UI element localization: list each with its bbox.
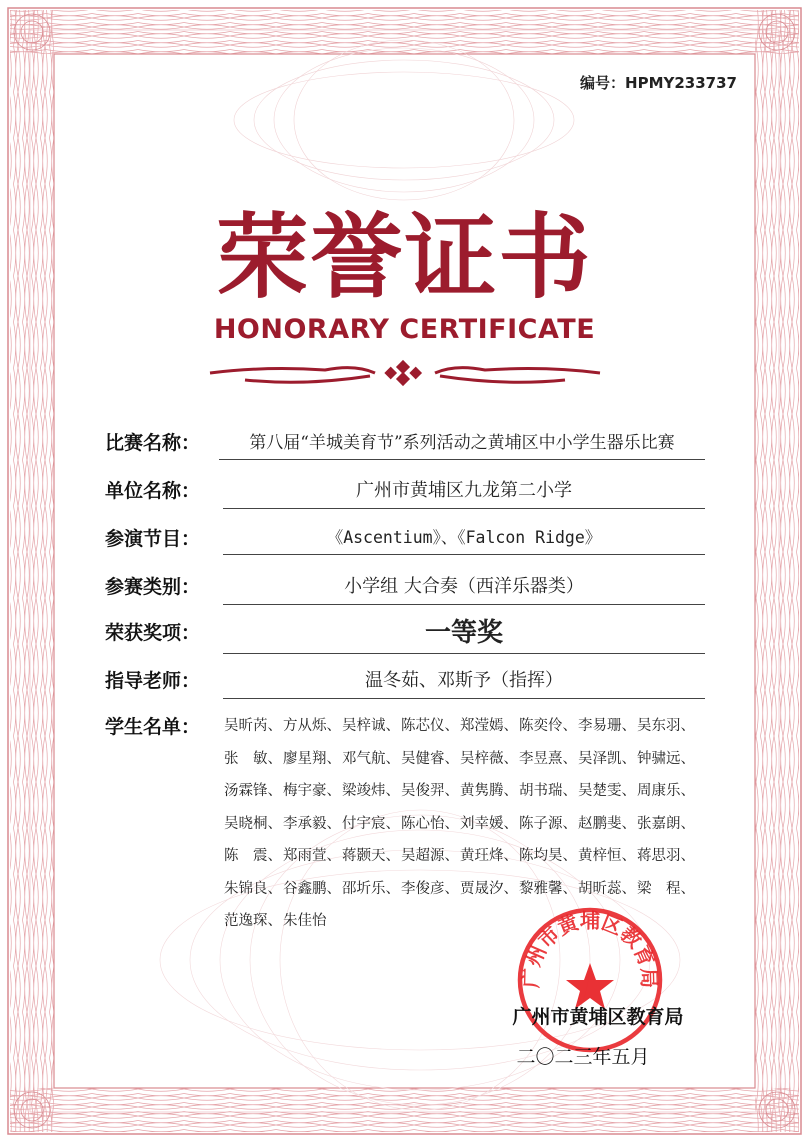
student-name: 黎雅馨、 [519,880,577,897]
title-ornament [205,356,605,390]
student-name: 吴泽凯、 [578,750,636,767]
student-name: 郑雨萱、 [283,848,341,864]
student-name: 谷鑫鹏、 [283,880,341,897]
student-name: 吴东羽、 [637,718,695,734]
student-name: 刘幸媛、 [460,815,518,832]
field-value: 广州市黄埔区九龙第二小学 [223,476,705,509]
official-seal [515,905,665,1055]
certificate-number [580,72,737,93]
field-label: 荣获奖项： [105,622,201,644]
student-name: 方从烁、 [283,718,341,734]
student-name: 吴昕芮、 [224,718,282,734]
student-name: 陈心怡、 [401,815,459,832]
student-name: 胡书瑞、 [519,783,577,799]
issuer-name: 广州市黄埔区教育局 [512,1006,684,1028]
student-name: 黄隽腾、 [460,783,518,799]
students-list [224,710,744,938]
student-name: 赵鹏斐、 [578,815,636,832]
student-name: 黄玨烽、 [460,848,518,864]
student-name: 李易珊、 [578,718,636,734]
student-name: 付宇宸、 [342,815,400,832]
field-label: 比赛名称： [105,432,201,454]
field-award [105,612,705,652]
student-name: 陈子源、 [519,815,577,832]
certificate-number-label: 编号： [580,74,626,92]
student-name: 吴楚雯、 [578,783,636,799]
field-value: 温冬茹、邓斯予（指挥） [223,666,705,699]
issue-date: 二〇二三年五月 [516,1046,650,1068]
student-name: 蒋思羽、 [637,848,695,864]
field-value: 小学组 大合奏（西洋乐器类） [223,572,705,605]
student-name: 胡昕蕊、 [578,880,636,897]
student-name: 陈芯仪、 [401,718,459,734]
field-value: 一等奖 [223,612,705,654]
student-name: 陈均昊、 [519,848,577,864]
student-name: 吴晓桐、 [224,815,282,832]
student-name: 张 敏、 [224,750,282,767]
student-name: 梁 程、 [637,880,695,897]
title-english: HONORARY CERTIFICATE [213,314,596,345]
title-chinese: 荣誉证书 [216,204,593,311]
student-name: 钟骕远、 [637,750,695,767]
student-name: 贾晟汐、 [460,880,518,897]
student-name: 陈奕伶、 [519,718,577,734]
field-value: 《Ascentium》、《Falcon Ridge》 [223,524,705,555]
student-name: 邵圻乐、 [342,880,400,897]
student-name: 朱佳怡 [283,913,327,929]
student-name: 吴健睿、 [401,750,459,767]
student-name: 郑滢嫣、 [460,718,518,734]
field-teacher [105,660,705,700]
field-label: 指导老师： [105,670,201,692]
field-label: 参赛类别： [105,576,201,598]
student-name: 邓气航、 [342,750,400,767]
field-value: 第八届“羊城美育节”系列活动之黄埔区中小学生器乐比赛 [219,428,705,460]
student-name: 梁竣炜、 [342,783,400,799]
svg-text:广州市黄埔区教育局: 广州市黄埔区教育局 [518,908,662,989]
student-name: 黄梓恒、 [578,848,636,864]
student-name: 李俊彦、 [401,880,459,897]
student-name: 范逸琛、 [224,913,282,929]
field-label: 单位名称： [105,480,201,502]
students-label: 学生名单： [105,716,201,738]
field-category [105,566,705,606]
certificate-number-value: HPMY233737 [625,74,737,92]
student-name: 汤霖锋、 [224,783,282,799]
student-name: 张嘉朗、 [637,815,695,832]
student-name: 李昱熹、 [519,750,577,767]
student-name: 梅宇豪、 [283,783,341,799]
student-name: 吴梓诚、 [342,718,400,734]
student-name: 陈 震、 [224,848,282,864]
student-name: 李承毅、 [283,815,341,832]
field-competition-name [105,422,705,462]
field-label: 参演节目： [105,528,201,550]
student-name: 吴超源、 [401,848,459,864]
field-unit-name [105,470,705,510]
field-program [105,518,705,558]
student-name: 吴梓薇、 [460,750,518,767]
student-name: 蒋颢天、 [342,848,400,864]
student-name: 周康乐、 [637,783,695,799]
student-name: 廖星翔、 [283,750,341,767]
student-name: 朱锦良、 [224,880,282,897]
student-name: 吴俊羿、 [401,783,459,799]
